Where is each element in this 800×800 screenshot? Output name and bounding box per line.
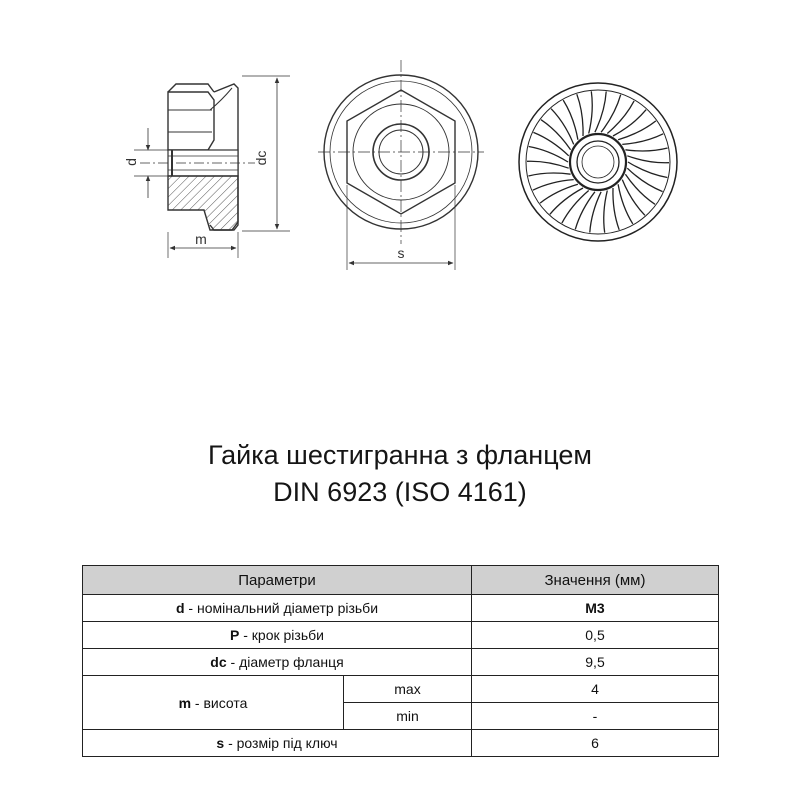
value-m-min: - xyxy=(472,703,719,730)
title-line-1: Гайка шестигранна з фланцем xyxy=(208,440,592,470)
serration-tooth xyxy=(533,180,574,191)
serration-tooth xyxy=(625,148,667,151)
table-row xyxy=(83,622,719,649)
label-d: d xyxy=(123,158,139,166)
label-s: s xyxy=(397,245,405,261)
value-dc: 9,5 xyxy=(472,649,719,676)
spec-table xyxy=(82,565,719,757)
label-m-max: max xyxy=(344,676,472,703)
label-m: m xyxy=(195,231,207,247)
table-row xyxy=(83,595,719,622)
serration-tooth xyxy=(622,134,663,145)
front-view xyxy=(318,60,484,270)
table-row xyxy=(83,649,719,676)
serration-tooth xyxy=(628,162,667,178)
serration-tooth xyxy=(627,168,662,191)
param-dc: dc - діаметр фланця xyxy=(83,649,472,676)
value-s: 6 xyxy=(472,730,719,757)
serration-tooth xyxy=(529,147,568,163)
serration-tooth xyxy=(577,94,583,136)
serration-tooth xyxy=(575,192,595,230)
serration-tooth xyxy=(627,156,669,163)
table-row xyxy=(83,730,719,757)
param-d: d - номінальний діаметр різьби xyxy=(83,595,472,622)
serration-tooth xyxy=(589,91,593,133)
param-p: P - крок різьби xyxy=(83,622,472,649)
serrated-flange-view xyxy=(519,83,677,241)
param-m: m - висота xyxy=(83,676,344,730)
header-params: Параметри xyxy=(83,566,472,595)
serration-tooth xyxy=(590,192,601,233)
serration-tooth xyxy=(595,92,606,133)
table-header xyxy=(83,566,719,595)
label-m-min: min xyxy=(344,703,472,730)
technical-drawings xyxy=(0,0,800,300)
param-s: s - розмір під ключ xyxy=(83,730,472,757)
value-d: M3 xyxy=(472,595,719,622)
serration-tooth xyxy=(533,132,568,155)
side-section-view xyxy=(134,76,290,258)
label-dc: dc xyxy=(253,150,269,166)
serration-tooth xyxy=(613,188,619,230)
header-values: Значення (мм) xyxy=(472,566,719,595)
serration-tooth xyxy=(528,173,570,176)
value-p: 0,5 xyxy=(472,622,719,649)
serration-tooth xyxy=(618,184,633,224)
serration-tooth xyxy=(563,100,578,140)
value-m-max: 4 xyxy=(472,676,719,703)
serration-tooth xyxy=(527,161,569,168)
serration-tooth xyxy=(604,191,608,233)
table-row xyxy=(83,676,719,703)
serration-tooth xyxy=(601,95,621,133)
title-line-2: DIN 6923 (ISO 4161) xyxy=(273,477,527,507)
